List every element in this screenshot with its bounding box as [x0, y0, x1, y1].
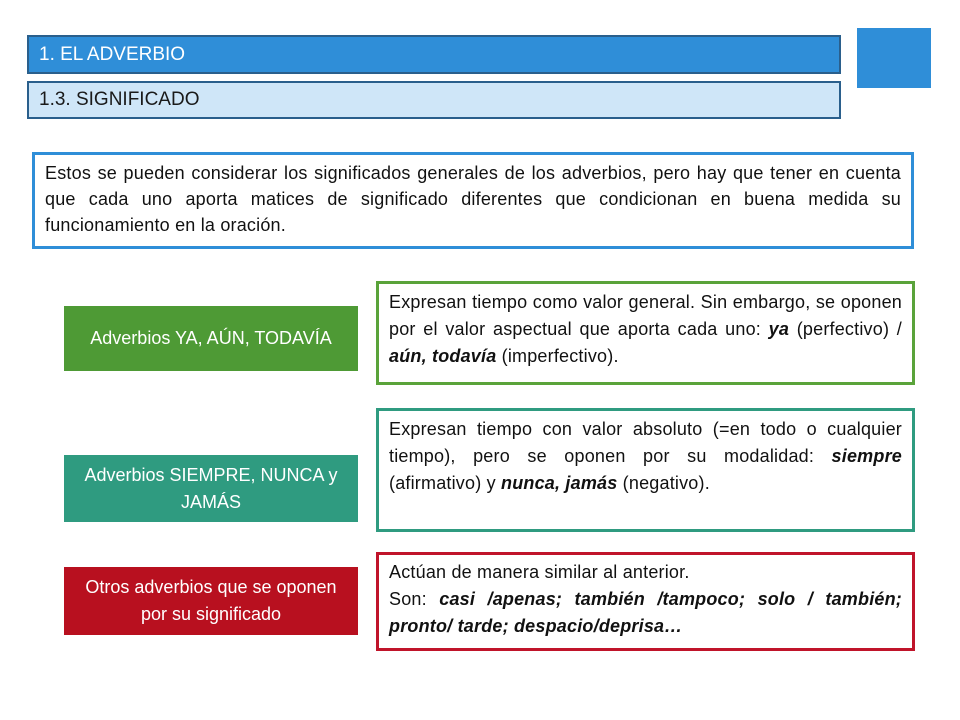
slide-title: 1. EL ADVERBIO [27, 35, 841, 74]
desc-text: Expresan tiempo con valor absoluto (=en todo o cualquier tiempo), pero se oponen por su modalidad: [389, 419, 902, 466]
label-text: Adverbios YA, AÚN, TODAVÍA [90, 328, 332, 348]
label-text: Otros adverbios que se oponen por su significado [85, 577, 337, 624]
term-aun-todavia: aún, todavía [389, 346, 497, 366]
label-siempre-nunca-jamas [64, 455, 358, 522]
slide-subtitle: 1.3. SIGNIFICADO [27, 81, 841, 119]
term-nunca-jamas: nunca, jamás [501, 473, 618, 493]
desc-text: Expresan tiempo como valor general. Sin embargo, se oponen por el valor aspectual que aporta cada uno: [389, 292, 902, 339]
desc-line: Actúan de manera similar al anterior. [389, 562, 690, 582]
label-ya-aun-todavia [64, 306, 358, 371]
label-text: Adverbios SIEMPRE, NUNCA y JAMÁS [84, 464, 338, 512]
label-otros-adverbios [64, 567, 358, 635]
description-otros-adverbios [376, 552, 915, 651]
description-ya-aun-todavia [376, 281, 915, 385]
term-siempre: siempre [831, 446, 902, 466]
desc-text: (imperfectivo). [496, 346, 619, 366]
desc-text: (negativo). [617, 473, 710, 493]
corner-decoration [857, 28, 931, 88]
desc-text: (perfectivo) / [789, 319, 902, 339]
examples-list: casi /apenas; también /tampoco; solo / también; pronto/ tarde; despacio/deprisa… [389, 589, 902, 636]
desc-text: Son: [389, 589, 440, 609]
intro-paragraph: Estos se pueden considerar los significados generales de los adverbios, pero hay que tener en cuenta que cada uno aporta matices de significado diferentes que condicionan en buena medida su funcionamiento en la oración. [32, 152, 914, 249]
desc-text: (afirmativo) y [389, 473, 502, 493]
term-ya: ya [768, 319, 790, 339]
desc-line [389, 586, 902, 640]
description-siempre-nunca-jamas [376, 408, 915, 532]
